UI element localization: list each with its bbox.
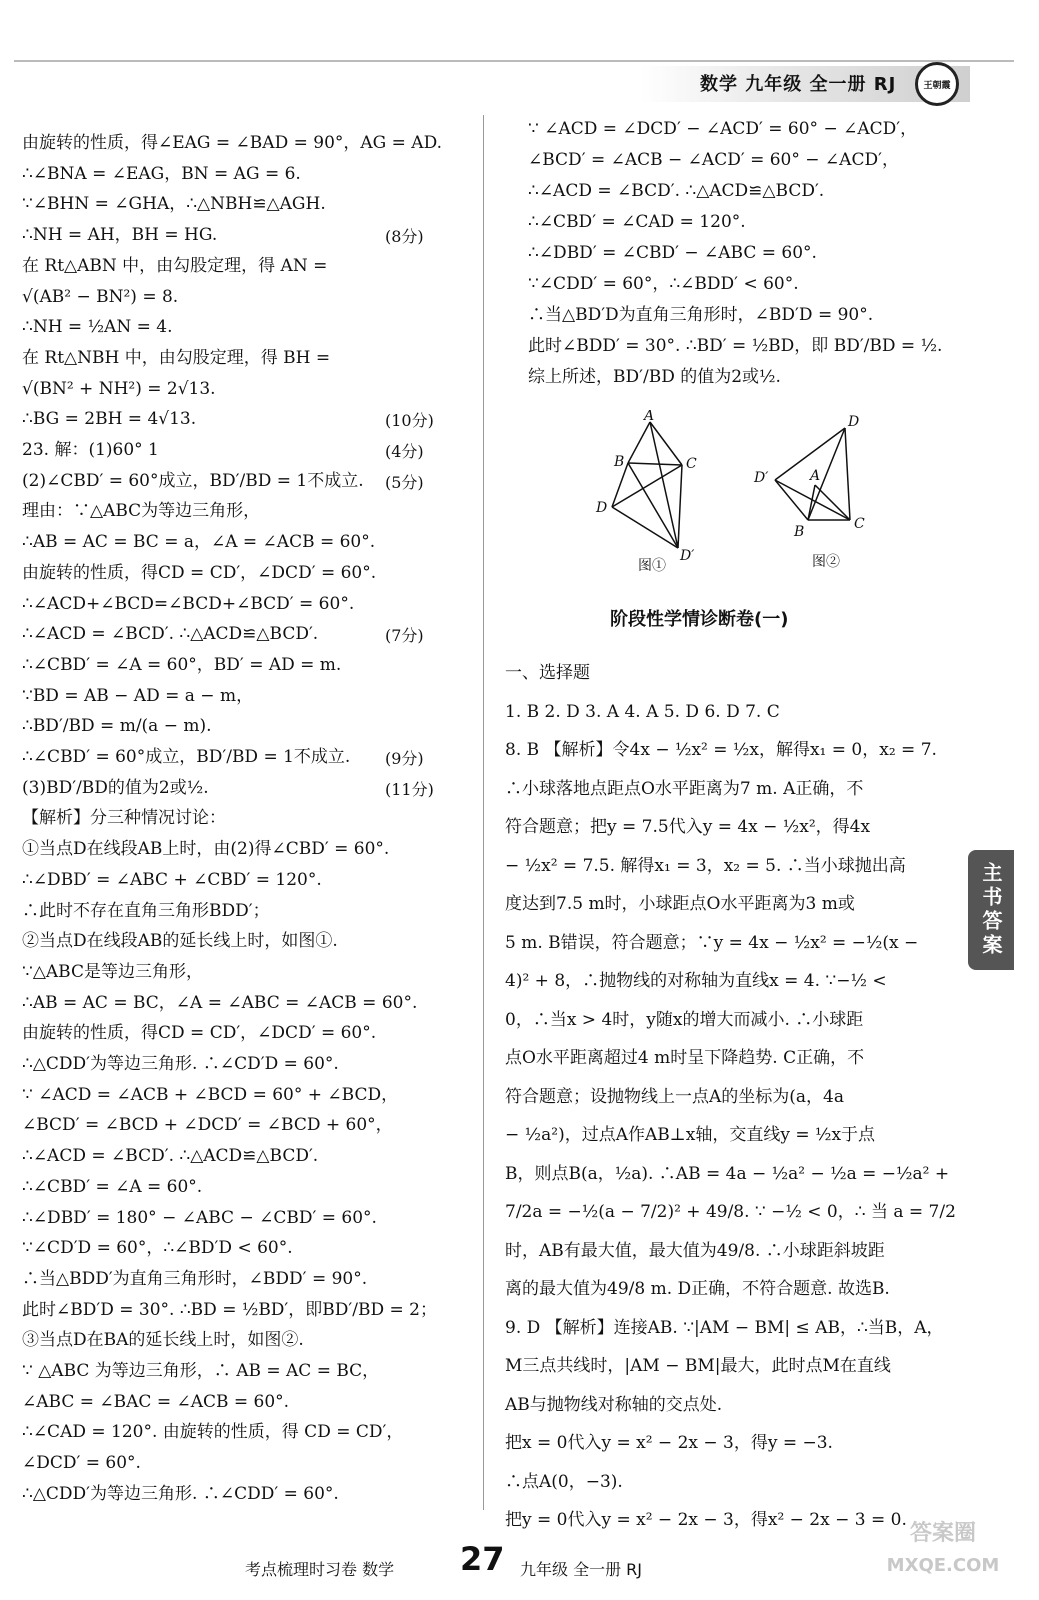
text-line: 9. D 【解析】连接AB. ∵|AM − BM| ≤ AB，∴当B，A，: [505, 1317, 944, 1338]
text-line: 点O水平距离超过4 m时呈下降趋势. C正确，不: [505, 1048, 865, 1068]
text-line: M三点共线时，|AM − BM|最大，此时点M在直线: [505, 1356, 891, 1376]
text-line: ∴NH = AH，BH = HG.: [22, 225, 218, 246]
score-marker: (8分): [385, 227, 424, 247]
text-line: 在 Rt△ABN 中，由勾股定理，得 AN =: [22, 255, 328, 276]
text-line: ②当点D在线段AB的延长线上时，如图①.: [22, 931, 338, 952]
fig2-label-c: C: [854, 516, 865, 532]
text-line: ∴∠CAD = 120°. 由旋转的性质，得 CD = CD′，: [22, 1422, 404, 1443]
text-line: ∴点A(0，−3).: [505, 1471, 623, 1492]
text-line: 度达到7.5 m时，小球距点O水平距离为3 m或: [505, 894, 855, 914]
fig2-segment: [775, 480, 808, 520]
fig1-segment: [628, 463, 682, 465]
text-line: 在 Rt△NBH 中，由勾股定理，得 BH =: [22, 347, 331, 368]
fig1-segment: [612, 507, 678, 548]
fig2-label-b: B: [794, 524, 805, 540]
text-line: ①当点D在线段AB上时，由(2)得∠CBD′ = 60°.: [22, 839, 390, 860]
text-line: ∵ ∠ACD = ∠ACB + ∠BCD = 60° + ∠BCD，: [22, 1084, 399, 1105]
text-line: 此时∠BDD′ = 30°. ∴BD′ = ½BD，即 BD′/BD = ½.: [528, 336, 943, 356]
text-line: ∴小球落地点距点O水平距离为7 m. A正确，不: [505, 778, 864, 799]
text-line: ∴∠BNA = ∠EAG，BN = AG = 6.: [22, 163, 301, 184]
text-line: ∠BCD′ = ∠ACB − ∠ACD′ = 60° − ∠ACD′，: [528, 150, 899, 170]
text-line: 由旋转的性质，得CD = CD′，∠DCD′ = 60°.: [22, 1023, 377, 1044]
fig1-caption: 图①: [638, 558, 666, 574]
text-line: ∴NH = ½AN = 4.: [22, 317, 173, 338]
fig1-segment: [628, 422, 650, 463]
text-line: ∴∠CBD′ = ∠A = 60°.: [22, 1176, 203, 1197]
fig2-label-d: D: [848, 414, 860, 430]
text-line: ∴△CDD′为等边三角形. ∴∠CD′D = 60°.: [22, 1054, 339, 1074]
watermark-line-2: MXQE.COM: [886, 1555, 1000, 1576]
fig1-label-c: C: [686, 456, 697, 472]
text-line: 由旋转的性质，得∠EAG = ∠BAD = 90°，AG = AD.: [22, 133, 443, 153]
text-line: ∵ △ABC 为等边三角形，∴ AB = AC = BC，: [22, 1361, 380, 1381]
text-line: ∴AB = AC = BC = a，∠A = ∠ACB = 60°.: [22, 532, 376, 553]
fig2-caption: 图②: [812, 554, 840, 570]
text-line: (3)BD′/BD的值为2或½.: [22, 777, 209, 798]
fig2-label-a: A: [810, 468, 821, 484]
section-title: 阶段性学情诊断卷(一): [610, 609, 789, 630]
score-marker: (10分): [385, 411, 434, 431]
text-line: 综上所述，BD′/BD 的值为2或½.: [528, 367, 781, 387]
text-line: ∵∠BHN = ∠GHA，∴△NBH≌△AGH.: [22, 194, 326, 215]
text-line: ∴∠ACD = ∠BCD′. ∴△ACD≌△BCD′.: [22, 624, 319, 645]
text-line: ∵ ∠ACD = ∠DCD′ − ∠ACD′ = 60° − ∠ACD′，: [528, 119, 918, 139]
text-line: ∠BCD′ = ∠BCD + ∠DCD′ = ∠BCD + 60°，: [22, 1115, 393, 1136]
text-line: ∵BD = AB − AD = a − m，: [22, 685, 254, 706]
text-line: ∴当△BD′D为直角三角形时，∠BD′D = 90°.: [528, 305, 874, 325]
text-line: 23. 解：(1)60° 1: [22, 440, 159, 460]
text-line: ∴此时不存在直角三角形BDD′；: [22, 900, 270, 921]
text-line: 此时∠BD′D = 30°. ∴BD = ½BD′，即BD′/BD = 2；: [22, 1299, 437, 1320]
text-line: ∴∠ACD = ∠BCD′. ∴△ACD≌△BCD′.: [22, 1146, 319, 1167]
fig1-segment: [628, 463, 678, 548]
fig1-segment: [678, 465, 682, 548]
text-line: ∠ABC = ∠BAC = ∠ACB = 60°.: [22, 1391, 290, 1412]
text-line: ∴△CDD′为等边三角形. ∴∠CDD′ = 60°.: [22, 1483, 339, 1504]
text-line: 把x = 0代入y = x² − 2x − 3，得y = −3.: [505, 1433, 833, 1453]
geometry-figures: [590, 410, 890, 585]
text-line: ∵∠CD′D = 60°，∴∠BD′D < 60°.: [22, 1238, 293, 1259]
text-line: 4)² + 8，∴抛物线的对称轴为直线x = 4. ∵−½ <: [505, 971, 887, 991]
text-line: ∴∠DBD′ = 180° − ∠ABC − ∠CBD′ = 60°.: [22, 1207, 377, 1228]
text-line: √(AB² − BN²) = 8.: [22, 286, 179, 307]
text-line: ∠DCD′ = 60°.: [22, 1453, 141, 1474]
text-line: ∴BD′/BD = m/(a − m).: [22, 716, 212, 737]
text-line: 离的最大值为49/8 m. D正确，不符合题意. 故选B.: [505, 1279, 890, 1299]
text-line: 【解析】分三种情况讨论：: [22, 808, 226, 829]
text-line: √(BN² + NH²) = 2√13.: [22, 378, 216, 399]
fig1-segment: [612, 465, 682, 507]
text-line: 符合题意；把y = 7.5代入y = 4x − ½x²，得4x: [505, 817, 871, 837]
fig1-label-d: D: [596, 500, 608, 516]
text-line: ∴AB = AC = BC，∠A = ∠ABC = ∠ACB = 60°.: [22, 992, 418, 1013]
watermark: [858, 1518, 1028, 1588]
figure-1: [612, 422, 682, 548]
fig1-label-d-prime: D′: [680, 548, 695, 564]
text-line: 由旋转的性质，得CD = CD′，∠DCD′ = 60°.: [22, 562, 377, 583]
text-line: 7/2a = −½(a − 7/2)² + 49/8. ∵ −½ < 0，∴ 当 a = 7/2: [505, 1202, 956, 1222]
fig2-segment: [808, 485, 815, 520]
fig1-label-a: A: [644, 410, 655, 424]
text-line: 时，AB有最大值，最大值为49/8. ∴小球距斜坡距: [505, 1240, 885, 1261]
score-marker: (11分): [385, 779, 434, 799]
fig2-segment: [815, 485, 850, 520]
score-marker: (4分): [385, 442, 424, 461]
text-line: ∴∠ACD = ∠BCD′. ∴△ACD≌△BCD′.: [528, 181, 825, 201]
text-line: ∵△ABC是等边三角形，: [22, 961, 203, 982]
text-line: 把y = 0代入y = x² − 2x − 3，得x² − 2x − 3 = 0.: [505, 1510, 907, 1530]
text-line: − ½x² = 7.5. 解得x₁ = 3，x₂ = 5. ∴当小球抛出高: [505, 855, 906, 876]
text-line: 8. B 【解析】令4x − ½x² = ½x，解得x₁ = 0，x₂ = 7.: [505, 740, 937, 760]
fig2-segment: [845, 428, 850, 520]
header-title: 数学 九年级 全一册 RJ: [700, 74, 897, 95]
footer-left: 考点梳理时习卷 数学: [245, 1560, 395, 1579]
fig1-label-b: B: [614, 454, 625, 470]
text-line: ∴∠CBD′ = 60°成立，BD′/BD = 1不成立.: [22, 747, 351, 767]
text-line: ∴∠DBD′ = ∠CBD′ − ∠ABC = 60°.: [528, 243, 817, 263]
text-line: 1. B 2. D 3. A 4. A 5. D 6. D 7. C: [505, 701, 780, 722]
watermark-line-1: 答案圈: [909, 1521, 976, 1546]
side-tab-main-book-answers[interactable]: 主书答案: [968, 850, 1014, 970]
brand-logo: 王朝霞: [915, 62, 959, 106]
text-line: AB与抛物线对称轴的交点处.: [505, 1394, 723, 1415]
text-line: (2)∠CBD′ = 60°成立，BD′/BD = 1不成立.: [22, 470, 364, 491]
footer-right: 九年级 全一册 RJ: [520, 1560, 643, 1579]
column-divider: [483, 115, 484, 1510]
text-line: ∴∠DBD′ = ∠ABC + ∠CBD′ = 120°.: [22, 869, 322, 890]
text-line: 符合题意；设抛物线上一点A的坐标为(a，4a: [505, 1086, 844, 1107]
text-line: 理由：∵△ABC为等边三角形，: [22, 501, 261, 522]
fig2-label-d-prime: D′: [754, 470, 769, 486]
score-marker: (9分): [385, 749, 424, 768]
score-marker: (5分): [385, 472, 424, 492]
text-line: ∵∠CDD′ = 60°，∴∠BDD′ < 60°.: [528, 274, 799, 294]
text-line: B，则点B(a，½a). ∴AB = 4a − ½a² − ½a = −½a² +: [505, 1163, 950, 1184]
text-line: − ½a²)，过点A作AB⊥x轴，交直线y = ½x于点: [505, 1125, 876, 1145]
text-line: ∴∠CBD′ = ∠A = 60°，BD′ = AD = m.: [22, 654, 342, 675]
text-line: ③当点D在BA的延长线上时，如图②.: [22, 1330, 304, 1351]
text-line: ∴BG = 2BH = 4√13.: [22, 409, 197, 430]
text-line: 5 m. B错误，符合题意；∵y = 4x − ½x² = −½(x −: [505, 932, 919, 953]
text-line: ∴当△BDD′为直角三角形时，∠BDD′ = 90°.: [22, 1268, 368, 1289]
text-line: 一、选择题: [505, 663, 590, 683]
text-line: 0，∴当x > 4时，y随x的增大而减小. ∴小球距: [505, 1009, 864, 1030]
page-number: 27: [460, 1540, 505, 1578]
score-marker: (7分): [385, 626, 424, 646]
text-line: ∴∠CBD′ = ∠CAD = 120°.: [528, 212, 746, 232]
header-rule: [14, 60, 1014, 62]
text-line: ∴∠ACD+∠BCD=∠BCD+∠BCD′ = 60°.: [22, 593, 355, 614]
